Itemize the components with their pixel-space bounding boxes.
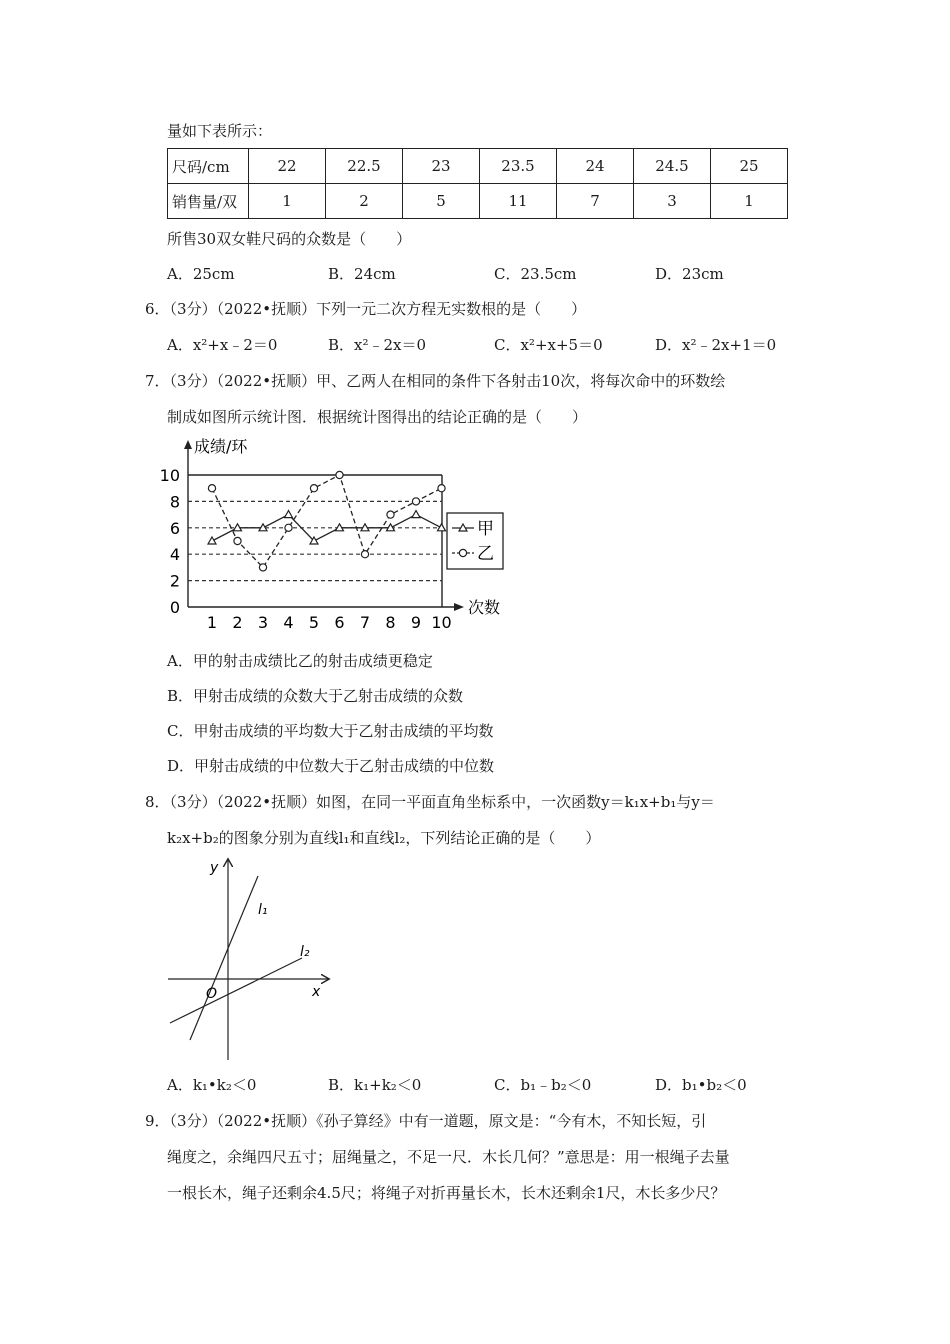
y-axis-arrow [184,440,192,449]
q8-option-d: D．b₁•b₂＜0 [655,1076,747,1094]
y-tick-label: 2 [169,571,180,591]
x-tick-label: 3 [257,613,269,632]
x-axis-title: 次数 [468,598,501,617]
table-cell: 25 [711,149,788,184]
q9-line2: 绳度之，余绳四尺五寸；屈绳量之，不足一尺．木长几何？”意思是：用一根绳子去量 [167,1148,730,1166]
line-l2 [170,958,302,1023]
q7-question-line2: 制成如图所示统计图．根据统计图得出的结论正确的是（ ） [167,408,588,426]
line-l1-label: l₁ [258,902,268,918]
table-row [168,184,788,219]
legend-marker-yi [459,549,466,556]
y-tick-label: 0 [169,598,180,617]
linear-functions-figure [160,850,340,1065]
y-tick-label: 6 [169,518,180,538]
q7-question-line1: 7．（3分）（2022•抚顺）甲、乙两人在相同的条件下各射击10次，将每次命中的环数绘 [145,372,726,390]
table-cell: 1 [711,184,788,219]
q7-option-c: C．甲射击成绩的平均数大于乙射击成绩的平均数 [167,722,494,740]
table-cell: 5 [403,184,480,219]
table-row [168,149,788,184]
shoe-size-table [167,148,788,219]
line-l2-label: l₂ [300,944,310,960]
y-axis-title: 成绩/环 [194,437,248,456]
table-cell: 23 [403,149,480,184]
data-point-yi [285,524,292,531]
q9-line1: 9．（3分）（2022•抚顺）《孙子算经》中有一道题，原文是：“今有木，不知长短，引 [145,1112,707,1130]
x-tick-label: 2 [232,613,243,632]
y-tick-label: 10 [160,466,180,485]
x-tick-label: 10 [431,613,452,632]
q8-option-c: C．b₁﹣b₂＜0 [494,1076,592,1094]
q5-question: 所售30双女鞋尺码的众数是（ ） [167,230,412,248]
x-tick-label: 7 [359,613,371,632]
data-point-yi [234,537,241,544]
x-tick-label: 1 [206,613,218,632]
table-cell: 11 [480,184,557,219]
q8-option-a: A．k₁•k₂＜0 [167,1076,257,1094]
q6-option-c: C．x²+x+5＝0 [494,336,603,354]
q5-option-d: D．23cm [655,265,724,283]
line-l1 [190,876,258,1040]
series-line-2 [212,475,442,567]
x-axis-label: x [312,984,321,1000]
table-header-sales: 销售量/双 [168,184,249,219]
q7-option-a: A．甲的射击成绩比乙的射击成绩更稳定 [167,652,433,670]
table-cell: 24 [557,149,634,184]
q6-question: 6．（3分）（2022•抚顺）下列一元二次方程无实数根的是（ ） [145,300,587,318]
x-tick-label: 9 [410,613,422,632]
shooting-line-chart [160,430,520,640]
data-point-yi [412,498,419,505]
x-tick-label: 4 [283,613,294,632]
table-cell: 2 [326,184,403,219]
data-point-yi [259,564,266,571]
x-axis-arrow [454,603,464,611]
q9-line3: 一根长木，绳子还剩余4.5尺；将绳子对折再量长木，长木还剩余1尺，木长多少尺？ [167,1184,726,1202]
q5-option-a: A．25cm [167,265,235,283]
x-tick-label: 6 [334,613,345,632]
q5-option-c: C．23.5cm [494,265,577,283]
x-tick-label: 8 [385,613,396,632]
origin-label: O [206,986,218,1002]
data-point-yi [438,485,445,492]
x-tick-label: 5 [308,613,320,632]
q5-option-b: B．24cm [328,265,396,283]
q8-option-b: B．k₁+k₂＜0 [328,1076,422,1094]
q8-question-line2: k₂x+b₂的图象分别为直线l₁和直线l₂，下列结论正确的是（ ） [167,829,601,847]
table-cell: 24.5 [634,149,711,184]
legend-box [447,513,503,569]
data-point-yi [361,551,368,558]
y-axis-label: y [210,860,219,876]
y-tick-label: 8 [169,492,180,512]
y-tick-label: 4 [169,545,180,565]
q6-option-a: A．x²+x﹣2＝0 [167,336,278,354]
data-point-yi [387,511,394,518]
table-cell: 23.5 [480,149,557,184]
data-point-yi [336,471,343,478]
q8-question-line1: 8．（3分）（2022•抚顺）如图，在同一平面直角坐标系中，一次函数y＝k₁x+b₁与y＝ [145,793,715,811]
q6-option-b: B．x²﹣2x＝0 [328,336,427,354]
data-point-jia [438,524,446,531]
data-point-jia [208,537,216,544]
table-cell: 22 [249,149,326,184]
data-point-yi [208,485,215,492]
data-point-jia [285,511,293,518]
table-cell: 3 [634,184,711,219]
table-cell: 1 [249,184,326,219]
legend-label-yi: 乙 [477,544,494,564]
table-cell: 7 [557,184,634,219]
q7-option-b: B．甲射击成绩的众数大于乙射击成绩的众数 [167,687,464,705]
q7-option-d: D．甲射击成绩的中位数大于乙射击成绩的中位数 [167,757,495,775]
legend-label-jia: 甲 [477,519,494,539]
table-header-size: 尺码/cm [168,149,249,184]
intro-text: 量如下表所示： [167,122,273,140]
data-point-jia [412,511,420,518]
table-cell: 22.5 [326,149,403,184]
q6-option-d: D．x²﹣2x+1＝0 [655,336,777,354]
data-point-yi [310,485,317,492]
